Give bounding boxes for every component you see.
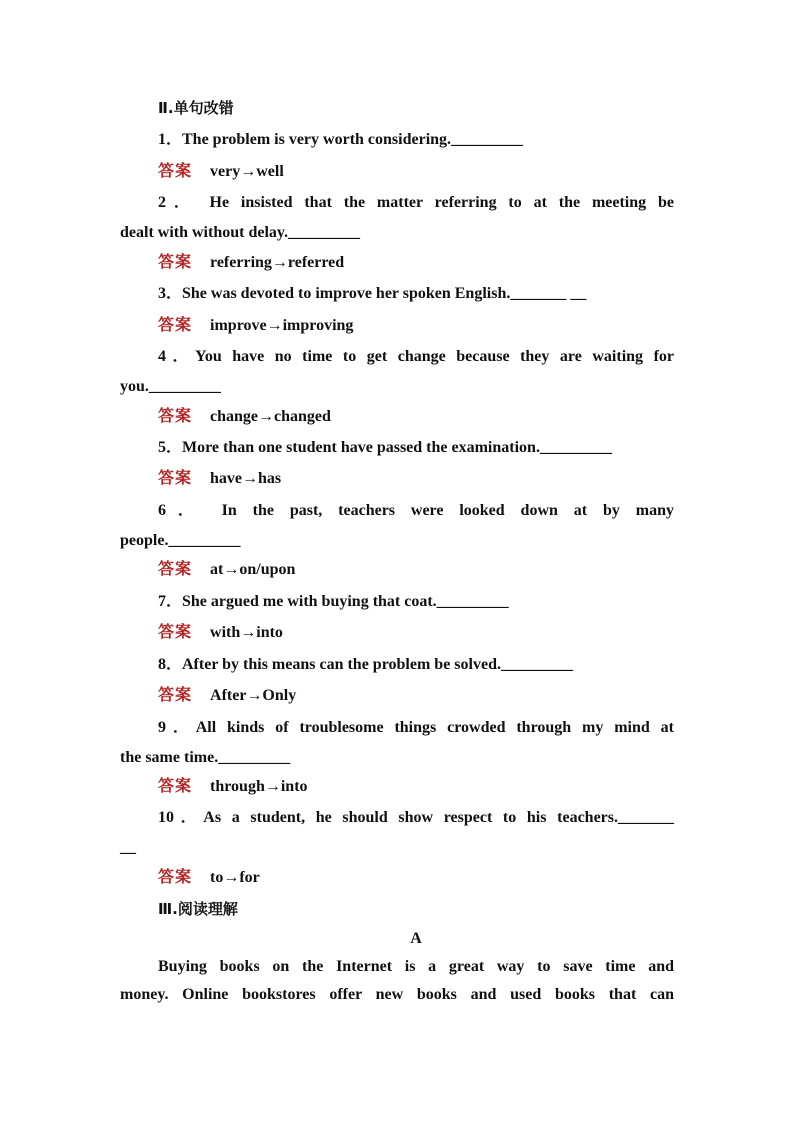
answer-label: 答案 bbox=[158, 561, 193, 578]
answer-4 bbox=[158, 407, 331, 427]
answer-label: 答案 bbox=[158, 254, 193, 271]
question-10-line1: 10．As a student, he should show respect to his teachers._______ bbox=[158, 809, 674, 826]
question-8: 8．After by this means can the problem be solved._________ bbox=[158, 656, 573, 673]
answer-text: change→changed bbox=[210, 408, 331, 425]
answer-text: referring→referred bbox=[210, 254, 345, 271]
question-2-line2: dealt with without delay._________ bbox=[120, 224, 361, 241]
answer-label: 答案 bbox=[158, 317, 193, 334]
question-9-line1: 9．All kinds of troublesome things crowded through my mind at bbox=[158, 719, 674, 736]
passage-line-1: Buying books on the Internet is a great way to save time and bbox=[158, 958, 674, 975]
answer-text: with→into bbox=[210, 624, 283, 641]
answer-label: 答案 bbox=[158, 687, 193, 704]
question-7: 7．She argued me with buying that coat._________ bbox=[158, 593, 509, 610]
answer-label: 答案 bbox=[158, 624, 193, 641]
question-6-line2: people._________ bbox=[120, 532, 241, 549]
answer-label: 答案 bbox=[158, 408, 193, 425]
passage-label: A bbox=[410, 930, 422, 947]
question-10-line2: __ bbox=[120, 839, 136, 856]
section-title-error-correction: Ⅱ.单句改错 bbox=[158, 99, 234, 117]
answer-text: very→well bbox=[210, 163, 284, 180]
answer-text: have→has bbox=[210, 470, 282, 487]
answer-text: After→Only bbox=[210, 687, 297, 704]
answer-8 bbox=[158, 686, 296, 706]
answer-label: 答案 bbox=[158, 869, 193, 886]
question-4-line1: 4．You have no time to get change because they are waiting for bbox=[158, 348, 674, 365]
answer-text: through→into bbox=[210, 778, 308, 795]
answer-5 bbox=[158, 469, 281, 489]
answer-text: at→on/upon bbox=[210, 561, 296, 578]
answer-2 bbox=[158, 253, 344, 273]
passage-line-2: money. Online bookstores offer new books and used books that can bbox=[120, 986, 674, 1003]
question-3: 3．She was devoted to improve her spoken English._______ __ bbox=[158, 285, 587, 302]
answer-6 bbox=[158, 560, 295, 580]
question-9-line2: the same time._________ bbox=[120, 749, 291, 766]
answer-text: improve→improving bbox=[210, 317, 354, 334]
section-title-reading: Ⅲ.阅读理解 bbox=[158, 900, 238, 918]
answer-9 bbox=[158, 777, 308, 797]
answer-text: to→for bbox=[210, 869, 260, 886]
question-2-line1: 2． He insisted that the matter referring to at the meeting be bbox=[158, 194, 674, 211]
question-6-line1: 6． In the past, teachers were looked down at by many bbox=[158, 502, 674, 519]
question-4-line2: you._________ bbox=[120, 378, 221, 395]
answer-3 bbox=[158, 316, 353, 336]
answer-7 bbox=[158, 623, 283, 643]
answer-label: 答案 bbox=[158, 163, 193, 180]
question-1: 1．The problem is very worth considering._________ bbox=[158, 131, 524, 148]
answer-1 bbox=[158, 162, 284, 182]
question-5: 5．More than one student have passed the examination._________ bbox=[158, 439, 612, 456]
answer-label: 答案 bbox=[158, 470, 193, 487]
answer-10 bbox=[158, 868, 260, 888]
answer-label: 答案 bbox=[158, 778, 193, 795]
